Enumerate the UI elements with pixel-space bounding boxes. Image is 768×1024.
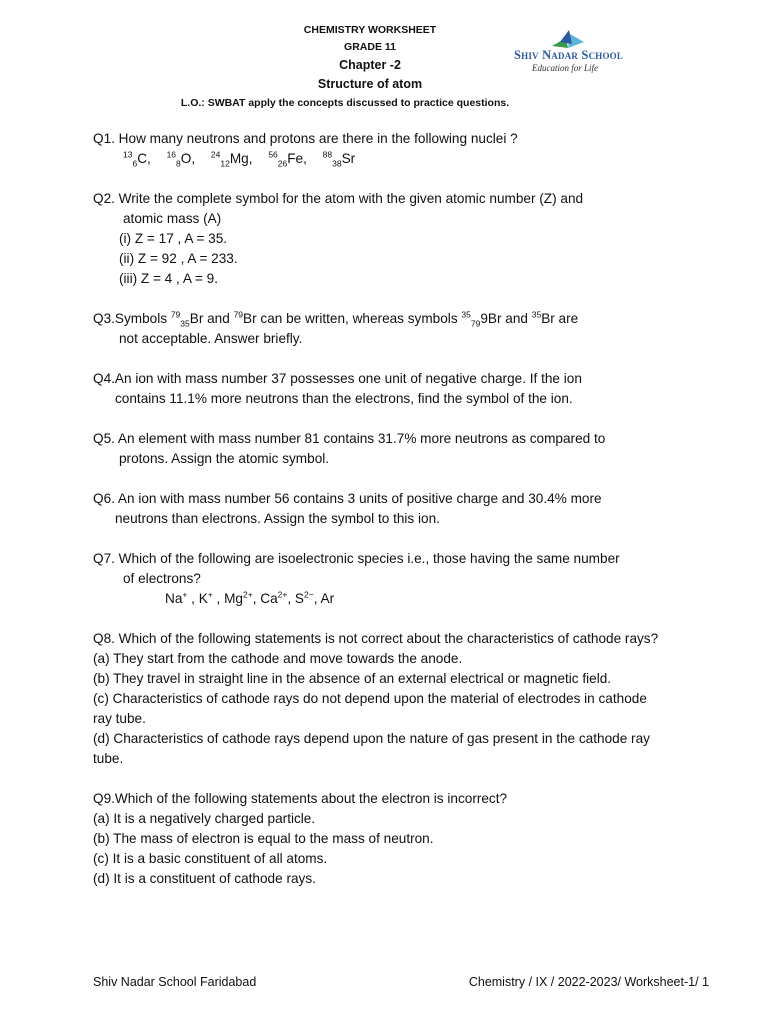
- option-d: (d) Characteristics of cathode rays depend upon the nature of gas present in the cathode ray: [93, 731, 650, 746]
- text-span: Br can be written, whereas symbols: [243, 311, 462, 326]
- grade-label: GRADE 11: [344, 41, 396, 53]
- logo-tagline: Education for Life: [532, 63, 598, 73]
- book-icon: [548, 28, 588, 50]
- option-d-cont: tube.: [93, 751, 124, 766]
- school-logo: [508, 28, 638, 78]
- nuclei-list: [93, 149, 743, 169]
- ion-symbol: Na: [165, 591, 183, 606]
- nucleus-item: [323, 149, 356, 169]
- footer-page-info: Chemistry / IX / 2022-2023/ Worksheet-1/ 1: [468, 975, 709, 989]
- question-5-text: Q5. An element with mass number 81 contains 31.7% more neutrons as compared to: [93, 431, 606, 446]
- question-3-text-cont: not acceptable. Answer briefly.: [119, 331, 303, 346]
- option-c: (c) Characteristics of cathode rays do not depend upon the material of electrodes in cathode: [93, 691, 647, 706]
- questions: [93, 129, 743, 909]
- ion-charge: 2+: [242, 589, 253, 600]
- question-7-text-cont: of electrons?: [123, 571, 201, 586]
- question-4-text-cont: contains 11.1% more neutrons than the electrons, find the symbol of the ion.: [115, 391, 573, 406]
- ion-charge: 2−: [303, 589, 314, 600]
- atomic-number: 26: [277, 158, 288, 169]
- question-3: [93, 309, 743, 349]
- mass-number: 13: [123, 149, 133, 160]
- text-span: Q3.Symbols: [93, 311, 171, 326]
- option-iii: (iii) Z = 4 , A = 9.: [119, 271, 218, 286]
- ion-symbol: S: [294, 591, 304, 606]
- nucleus-item: [211, 149, 253, 169]
- ion-symbol: K: [198, 591, 208, 606]
- question-7: [93, 549, 743, 609]
- option-c-cont: ray tube.: [93, 711, 146, 726]
- question-6-text: Q6. An ion with mass number 56 contains 3 units of positive charge and 30.4% more: [93, 491, 602, 506]
- nucleus-item: [268, 149, 307, 169]
- ion-charge: +: [207, 589, 213, 600]
- question-6: [93, 489, 743, 529]
- text-span: 9Br and: [480, 311, 532, 326]
- footer-school: Shiv Nadar School Faridabad: [93, 975, 257, 989]
- option-a: (a) They start from the cathode and move towards the anode.: [93, 651, 463, 666]
- question-5-text-cont: protons. Assign the atomic symbol.: [119, 451, 330, 466]
- atomic-number: 12: [220, 158, 230, 169]
- text-span: Br and: [189, 311, 234, 326]
- separator: ,: [187, 591, 199, 606]
- question-2: [93, 189, 743, 289]
- mass-number: 79: [170, 309, 181, 320]
- question-1: [93, 129, 743, 169]
- option-ii: (ii) Z = 92 , A = 233.: [119, 251, 238, 266]
- option-a: (a) It is a negatively charged particle.: [93, 811, 316, 826]
- mass-number: 35: [531, 309, 542, 320]
- nucleus-item: [123, 149, 151, 169]
- text-span: Br are: [541, 311, 579, 326]
- atomic-number: 6: [132, 158, 138, 169]
- question-8-text: Q8. Which of the following statements is not correct about the characteristics of cathode rays?: [93, 631, 659, 646]
- atomic-number: 8: [176, 158, 181, 169]
- question-3-text: [93, 309, 743, 329]
- element-symbol: Fe,: [287, 151, 307, 166]
- mass-number: 56: [268, 149, 278, 160]
- atomic-number: 38: [332, 158, 342, 169]
- ion-list: [93, 589, 743, 609]
- option-i: (i) Z = 17 , A = 35.: [119, 231, 228, 246]
- option-d: (d) It is a constituent of cathode rays.: [93, 871, 316, 886]
- option-b: (b) They travel in straight line in the absence of an external electrical or magnetic field.: [93, 671, 612, 686]
- question-2-text: Q2. Write the complete symbol for the atom with the given atomic number (Z) and: [93, 191, 584, 206]
- separator: ,: [287, 591, 295, 606]
- question-6-text-cont: neutrons than electrons. Assign the symbol to this ion.: [115, 511, 440, 526]
- question-4: [93, 369, 743, 409]
- question-8: [93, 629, 743, 769]
- ion-symbol: Ca: [260, 591, 278, 606]
- chapter-label: Chapter -2: [339, 58, 401, 72]
- question-5: [93, 429, 743, 469]
- separator: ,: [313, 591, 321, 606]
- mass-number: 35: [461, 309, 471, 320]
- question-7-text: Q7. Which of the following are isoelectronic species i.e., those having the same number: [93, 551, 620, 566]
- learning-objective: L.O.: SWBAT apply the concepts discussed to practice questions.: [180, 97, 510, 109]
- worksheet-header: [0, 22, 768, 112]
- question-4-text: Q4.An ion with mass number 37 possesses one unit of negative charge. If the ion: [93, 371, 582, 386]
- ion-symbol: Mg: [224, 591, 243, 606]
- nucleus-item: [167, 149, 196, 169]
- mass-number: 16: [166, 149, 177, 160]
- atomic-number: 35: [180, 318, 190, 329]
- atomic-number: 79: [470, 318, 481, 329]
- element-symbol: C,: [137, 151, 151, 166]
- separator: ,: [212, 591, 225, 606]
- chapter-title: Structure of atom: [317, 77, 423, 91]
- mass-number: 79: [233, 309, 244, 320]
- worksheet-title: CHEMISTRY WORKSHEET: [303, 24, 437, 36]
- mass-number: 24: [210, 149, 221, 160]
- logo-school-name: Shiv Nadar School: [514, 48, 624, 62]
- question-1-text: Q1. How many neutrons and protons are there in the following nuclei ?: [93, 131, 518, 146]
- ion-charge: 2+: [277, 589, 288, 600]
- element-symbol: Sr: [341, 151, 356, 166]
- element-symbol: O,: [180, 151, 196, 166]
- element-symbol: Mg,: [229, 151, 253, 166]
- question-9: [93, 789, 743, 889]
- question-9-text: Q9.Which of the following statements about the electron is incorrect?: [93, 791, 508, 806]
- option-b: (b) The mass of electron is equal to the mass of neutron.: [93, 831, 434, 846]
- option-c: (c) It is a basic constituent of all atoms.: [93, 851, 328, 866]
- ion-charge: +: [182, 589, 188, 600]
- ion-symbol: Ar: [320, 591, 335, 606]
- separator: ,: [252, 591, 261, 606]
- question-2-text-cont: atomic mass (A): [123, 211, 222, 226]
- mass-number: 88: [322, 149, 333, 160]
